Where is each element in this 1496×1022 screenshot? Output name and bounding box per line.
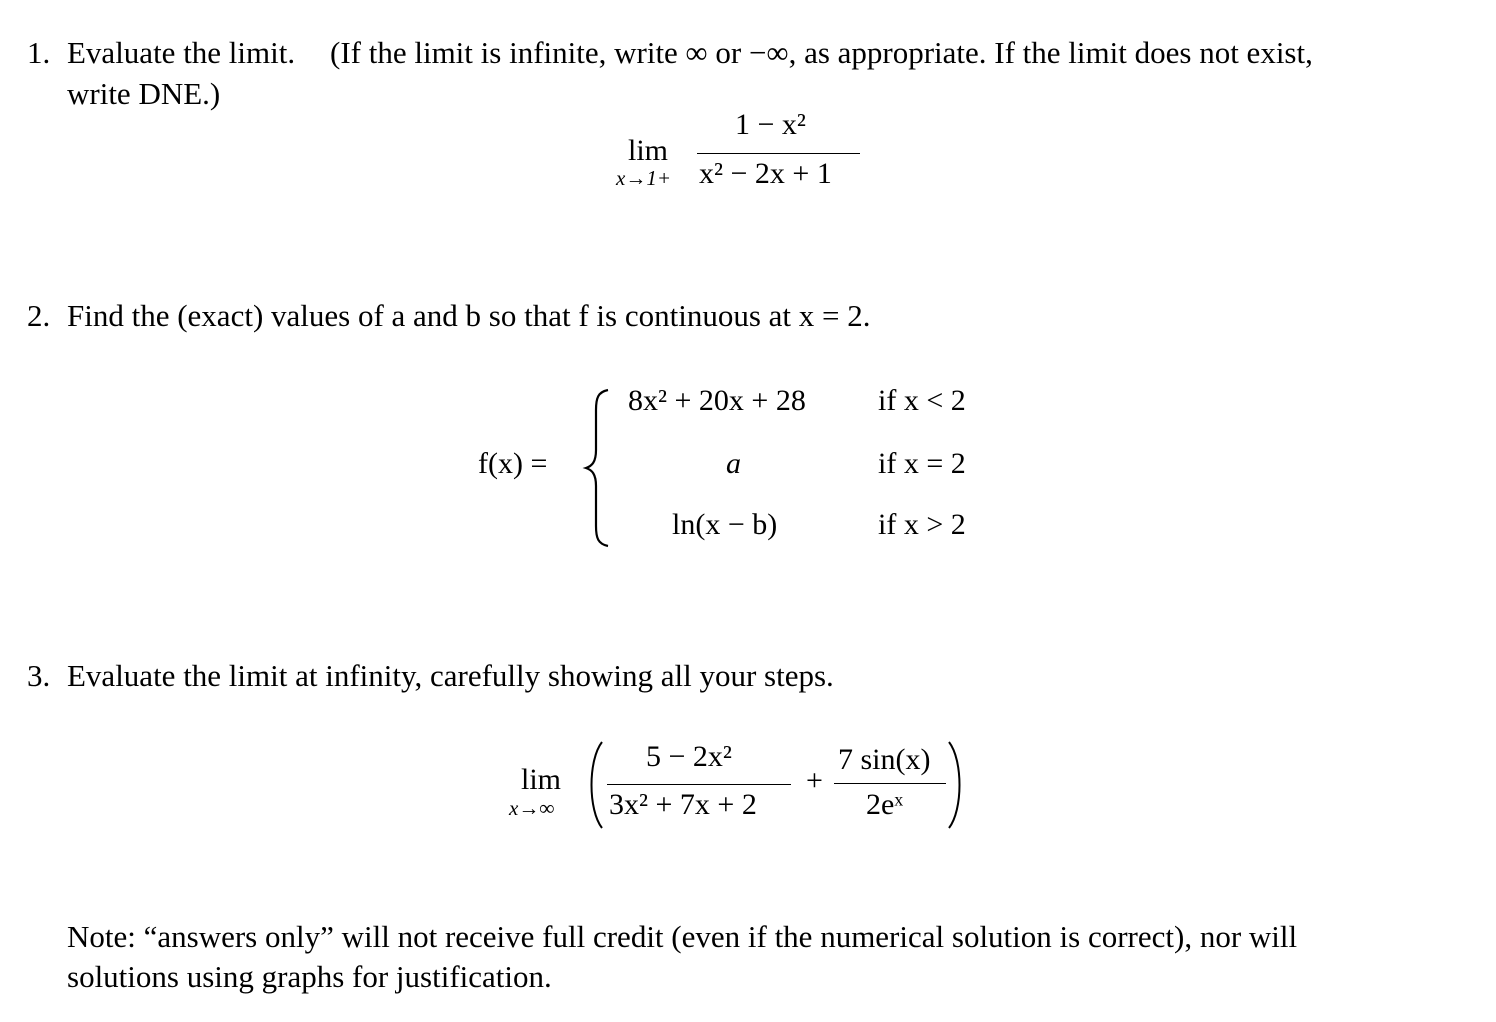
case-1-condition: if x < 2 — [878, 384, 966, 417]
right-paren-icon — [945, 740, 965, 830]
limit-subscript: x→∞ — [509, 796, 555, 820]
fraction-2-numerator: 7 sin(x) — [838, 743, 931, 776]
limit-subscript: x→1+ — [616, 166, 671, 190]
problem-2-number: 2. — [27, 298, 51, 333]
problem-3-number: 3. — [27, 658, 51, 693]
case-3-expression: ln(x − b) — [672, 508, 778, 541]
problem-1-line2: write DNE.) — [67, 76, 221, 111]
problem-1-note: (If the limit is infinite, write ∞ or −∞, as appropriate. If the limit does not exist, — [330, 35, 1313, 70]
case-3-condition: if x > 2 — [878, 508, 966, 541]
fraction-bar — [697, 153, 860, 154]
problem-3-instruction: Evaluate the limit at infinity, carefully showing all your steps. — [67, 658, 834, 693]
fraction-numerator: 1 − x² — [735, 108, 806, 141]
fraction-2-denominator: 2eˣ — [866, 788, 903, 821]
problem-2-instruction: Find the (exact) values of a and b so that f is continuous at x = 2. — [67, 298, 871, 333]
function-lhs: f(x) = — [478, 447, 548, 480]
problem-1-number: 1. — [27, 35, 51, 70]
case-2-expression: a — [726, 447, 741, 480]
left-paren-icon — [586, 740, 606, 830]
fraction-1-numerator: 5 − 2x² — [646, 740, 732, 773]
note-line-1: Note: “answers only” will not receive full credit (even if the numerical solution is correct), nor will — [67, 919, 1298, 954]
fraction-denominator: x² − 2x + 1 — [699, 157, 832, 190]
problem-1-instruction: Evaluate the limit. — [67, 35, 296, 70]
limit-operator: lim — [628, 134, 669, 167]
plus-sign: + — [806, 764, 823, 797]
note-line-2: solutions using graphs for justification. — [67, 959, 552, 994]
case-1-expression: 8x² + 20x + 28 — [628, 384, 806, 417]
left-brace-icon — [584, 388, 614, 548]
fraction-1-bar — [607, 784, 791, 785]
fraction-2-bar — [834, 783, 946, 784]
limit-operator: lim — [521, 763, 562, 796]
case-2-condition: if x = 2 — [878, 447, 966, 480]
fraction-1-denominator: 3x² + 7x + 2 — [609, 788, 757, 821]
